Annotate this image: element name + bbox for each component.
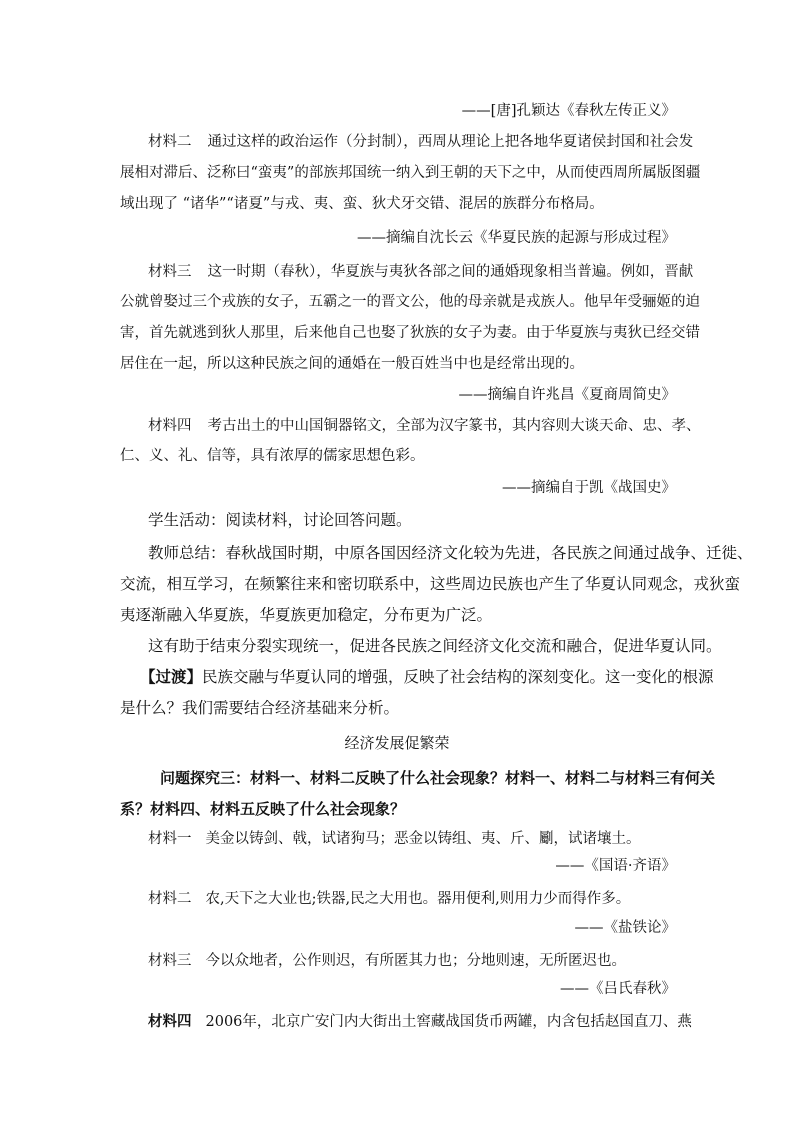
source-citation: ——《盐铁论》 — [574, 920, 676, 936]
material-text: 这一时期（春秋），华夏族与夷狄各部之间的通婚现象相当普遍。例如，晋献 — [207, 264, 694, 280]
student-activity: 学生活动：阅读材料，讨论回答问题。 — [148, 511, 412, 529]
transition-line — [140, 667, 714, 687]
material-text: 通过这样的政治运作（分封制），西周从理论上把各地华夏诸侯封国和社会发 — [207, 134, 694, 150]
economy-material-line — [148, 889, 630, 909]
paragraph-line: 展相对滞后、泛称曰“蛮夷”的部族邦国统一纳入到王朝的天下之中，从而使西周所属版图疆 — [120, 165, 701, 181]
material-text: 今以众地者，公作则迟，有所匿其力也；分地则速，无所匿迟也。 — [205, 953, 626, 969]
question-line: 系？材料四、材料五反映了什么社会现象？ — [120, 800, 406, 818]
teacher-summary-line: 夷逐渐融入华夏族，华夏族更加稳定，分布更为广泛。 — [120, 606, 493, 624]
teacher-summary-line: 交流，相互学习，在频繁往来和密切联系中，这些周边民族也产生了华夏认同观念，戎狄蛮 — [120, 575, 741, 593]
source-citation: ——摘编自许兆昌《夏商周简史》 — [458, 387, 676, 403]
material-text: 2006年，北京广安门内大街出土窖藏战国货币两罐，内含包括赵国直刀、燕 — [205, 1014, 692, 1030]
material-label: 材料四 — [148, 418, 192, 434]
paragraph-line: 仁、义、礼、信等，具有浓厚的儒家思想色彩。 — [120, 448, 425, 464]
paragraph-line: 公就曾娶过三个戎族的女子，五霸之一的晋文公，他的母亲就是戎族人。他早年受骊姬的迫 — [120, 294, 700, 310]
material-label: 材料三 — [148, 264, 192, 280]
question-line: 问题探究三：材料一、材料二反映了什么社会现象？材料一、材料二与材料三有何关 — [160, 769, 716, 787]
source-citation: ——摘编自于凯《战国史》 — [502, 480, 676, 496]
source-citation: ——[唐]孔颖达《春秋左传正义》 — [461, 103, 676, 119]
material-label: 材料二 — [148, 891, 192, 907]
material-text: 考古出土的中山国铜器铭文，全部为汉字篆书，其内容则大谈天命、忠、孝、 — [207, 418, 701, 434]
economy-material-line — [148, 829, 641, 849]
section-heading: 经济发展促繁荣 — [344, 734, 450, 752]
material-text: 美金以铸剑、戟，试诸狗马；恶金以铸组、夷、斤、劚，试诸壤土。 — [205, 831, 641, 847]
source-citation: ——《吕氏春秋》 — [560, 981, 676, 997]
material-label: 材料一 — [148, 831, 192, 847]
material-label: 材料三 — [148, 953, 192, 969]
paragraph-line: 害，首先就逃到狄人那里，后来他自己也娶了狄族的女子为妻。由于华夏族与夷狄已经交错 — [120, 325, 700, 341]
transition-line: 是什么？我们需要结合经济基础来分析。 — [120, 699, 400, 717]
paragraph-line — [148, 416, 701, 436]
material-text: 农,天下之大业也;铁器,民之大用也。器用便利,则用力少而得作多。 — [205, 891, 631, 907]
teacher-summary-line: 教师总结：春秋战国时期，中原各国因经济文化较为先进，各民族之间通过战争、迁徙、 — [148, 544, 753, 562]
summary-sentence: 这有助于结束分裂实现统一，促进各民族之间经济文化交流和融合，促进华夏认同。 — [148, 637, 722, 655]
transition-tag: 【过渡】 — [140, 667, 203, 686]
economy-material-line — [148, 951, 626, 971]
paragraph-line: 域出现了 “诸华”“诸夏”与戎、夷、蛮、狄犬牙交错、混居的族群分布格局。 — [120, 196, 604, 212]
material-label: 材料四 — [148, 1013, 192, 1030]
transition-text: 民族交融与华夏认同的增强，反映了社会结构的深刻变化。这一变化的根源 — [202, 668, 714, 686]
source-citation: ——摘编自沈长云《华夏民族的起源与形成过程》 — [357, 230, 676, 246]
material-label: 材料二 — [148, 134, 192, 150]
paragraph-line — [148, 262, 693, 282]
economy-material-line — [148, 1012, 692, 1032]
paragraph-line: 居住在一起，所以这种民族之间的通婚在一般百姓当中也是经常出现的。 — [120, 356, 584, 372]
paragraph-line — [148, 132, 693, 152]
source-citation: ——《国语·齐语》 — [555, 858, 676, 874]
